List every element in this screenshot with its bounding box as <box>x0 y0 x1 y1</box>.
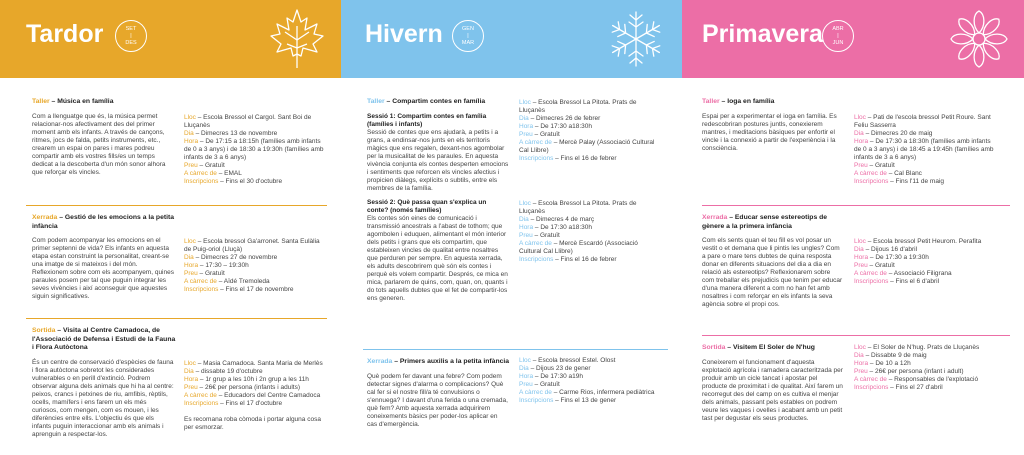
activity-title: Taller – Compartim contes en família <box>367 98 486 105</box>
activity-info: Lloc – Escola bressol Estel. Olost Dia – Dijous 23 de gener Hora – De 17:30 a19h Preu – Gratuït A càrrec de – Carme Rios, infermera pediàtrica Inscripcions – Fins el 13 de gener <box>519 356 655 404</box>
activity-music <box>32 98 331 186</box>
activity-camadoca <box>32 327 331 439</box>
snowflake-icon <box>603 6 669 72</box>
primavera-column <box>682 0 1024 455</box>
activity-contes <box>367 98 672 303</box>
activity-title: Xerrada – Primers auxilis a la petita infància <box>367 358 510 365</box>
activity-estereotips <box>702 214 1014 309</box>
flower-icon <box>946 6 1012 72</box>
divider <box>363 349 668 350</box>
activity-title: Sortida – Visitem El Soler de N'hug <box>702 344 815 351</box>
divider <box>26 318 327 319</box>
session-1-info: Lloc – Escola Bressol La Pitota. Prats de Lluçanès Dia – Dimecres 26 de febrer Hora – De 17:30 a18:30h Preu – Gratuït A càrrec de – Mercè Palay (Associació Cultural Cal Llibre) Inscripcions – Fins el 16 de febrer <box>519 98 655 162</box>
activity-ioga <box>702 98 1014 186</box>
season-title: Primavera <box>702 20 823 48</box>
activity-info: Lloc – Escola Bressol el Cargol. Sant Boi de Lluçanès Dia – Dimecres 13 de novembre Hora – De 17:15 a 18:15h (famílies amb infants de 0 a 3 anys) i de 18:30 a 19:30h (famílies amb infants de 3 a 6 anys) Preu – Gratuït A càrrec de – EMAL Inscripcions – Fins el 30 d'octubre <box>184 113 324 185</box>
hivern-header <box>341 0 682 78</box>
hivern-column <box>341 0 682 455</box>
activity-description: Com els sents quan el teu fill es vol posar un vestit o et demana que li pintis les ungles? Com a pare o mare tens dubtes de quina resposta donar en diferents situacions del dia a dia en relació als estereotips? Reflexionarem sobre com treballar els prejudicis que tenim per educar d'una manera diferent a com no han fet amb nosaltres i com reforçar en els infants la seva agència sobre el propi cos. <box>702 237 843 308</box>
session-2-description: Sessió 2: Què passa quan s'explica un conte? (només famílies) Els contes són eines de comunicació i transmissió ancestrals a l'abast de tothom; que agombolen i eduquen, alimentant el món interior dels petits i grans que els compartim, que estableixen vincles de qualitat entre nosaltres que perduren per sempre. En aquesta xerrada, els adults descobrirem què són els contes i perquè els volem compartir. Després, ce mica en mica, parlarem de quins, com, quan, on, quants i do tots aquells dubtes que el fet de compartir-los ens generen. <box>367 198 508 302</box>
maple-leaf-icon <box>265 6 329 72</box>
activity-description: Com a llenguatge que és, la música permet relacionar-nos afectivament des del primer moment amb els infants. A través de cançons, ritmes, jocs de falda, petits instruments, etc., crearem un espai on pares i mares podreu compartir amb els vostres fills/es un temps dedicat a la descoberta d'un món sonor alhora que reforçar els vincles. <box>32 112 166 176</box>
activity-description: Coneixerem el funcionament d'aquesta explotació agrícola i ramadera caracteritzada per produir amb un cicle tancat i apostar pel producte de proximitat i de qualitat. Així farem un recorregut des del camp on es cultiva el menjar dels animals, passant pels estables on podrem veure les vaques i ovelles i acabant amb un petit tast per degustar els seus productes. <box>702 358 843 422</box>
divider <box>26 205 327 206</box>
session-1-description: Sessió 1: Compartim contes en família (famílies i infants) Sessió de contes que ens ajudarà, a petits i a grans, a endinsar-nos junts en els territoris màgics que ens regalen, dexant-nos agombolar per la musicalitat de les paraules. En aquesta vivència conjunta els contes desperten emocions i sentiments que reforcen els vincles afectius i propicien diàlegs, explícits o subtils, entre els membres de la família. <box>367 112 509 192</box>
period-badge: GEN | MAR <box>452 20 484 52</box>
divider <box>702 335 1010 336</box>
activity-description: Què podem fer davant una febre? Com podem detectar signes d'alarma o complicacions? Què cal fer si el nostre fill/a té convulsions o s'ennuega? I davant d'una ferida o una cremada, què fem? Amb aquesta xerrada adquirirem coneixements bàsics per poder-los aplicar en cas d'emergència. <box>367 372 508 428</box>
activity-title: Taller – Música en família <box>32 98 114 105</box>
period-badge: SET | DES <box>115 20 147 52</box>
activity-title: Sortida – Visita al Centre Camadoca, de l'Associació de Defensa i Estudi de la Fauna i Flora Autòctona <box>32 327 176 351</box>
activity-description: Com podem acompanyar les emocions en el primer septenni de vida? Els infants en aquesta etapa estan construint la personalitat, creant-se una imatge de si mateixos i del món. Reflexionem sobre com els acompanyem, quines paraules posem per tal que puguin integrar les seves vivències i així aconseguir que aquestes siguin significatives. <box>32 237 174 300</box>
activity-primers-auxilis <box>367 358 672 429</box>
activity-description: És un centre de conservació d'espècies de fauna i flora autòctona sobretot les considerades vulnerables o en perill d'extinció. Podrem observar alguna dels animals que hi ha al centre: peixos, crancs i petxines de riu, amfibis, rèptils, ocells, mamífers i ens farem un els més curiosos, com mengen, com es mouen, i les diferències entre ells. L'objectiu és que els infants puguin interaccionar amb els animals i aprenguin a respectar-los. <box>32 358 174 438</box>
activity-emotions <box>32 214 331 301</box>
activity-info: Lloc – Masia Camadoca. Santa Maria de Merlès Dia – dissabte 19 d'octubre Hora – 1r grup a les 10h i 2n grup a les 11h Preu – 26€ per persona (infants i adults) A càrrec de – Educadors del Centre Camadoca Inscripcions – Fins el 17 d'octubre Es recomana roba còmoda i portar alguna cosa per esmorzar. <box>184 359 323 431</box>
session-2-info: Lloc – Escola Bressol La Pitota. Prats de Lluçanès Dia – Dimecres 4 de març Hora – De 17:30 a18:30h Preu – Gratuït A càrrec de – Mercè Escardó (Associació Cultural Cal Llibre) Inscripcions – Fins el 16 de febrer <box>519 199 638 263</box>
activity-info: Lloc – Pati de l'escola bressol Petit Roure. Sant Feliu Sasserra Dia – Dimecres 20 de maig Hora – De 17:30 a 18:30h (famílies amb infants de 0 a 3 anys) i de 18:45 a 19:45h (famílies amb infants de 3 a 6 anys) Preu – Gratuït A càrrec de – Cal Blanc Inscripcions – Fins l'11 de maig <box>854 113 994 185</box>
activity-info: Lloc – El Soler de N'hug. Prats de Lluçanès Dia – Dissabte 9 de maig Hora – De 10 a 12h Preu – 26€ per persona (infant i adult) A càrrec de – Responsables de l'explotació Inscripcions – Fins el 27 d'abril <box>854 343 980 391</box>
activity-info: Lloc – Escola bressol Ga'arronet. Santa Eulàlia de Puig-oriol (Lluçà) Dia – Dimecres 27 de novembre Hora – 17:30 – 19:30h Preu – Gratuït A càrrec de – Aïdé Tremoleda Inscripcions – Fins el 17 de novembre <box>184 238 320 293</box>
activity-info: Lloc – Escola bressol Petit Heurom. Perafita Dia – Dijous 16 d'abril Hora – De 17:30 a 19:30h Preu – Gratuït A càrrec de – Associació Filigrana Inscripcions – Fins el 6 d'abril <box>854 238 982 285</box>
activity-title: Xerrada – Educar sense estereotips de gènere a la primera infància <box>702 214 828 230</box>
activity-soler-nhug <box>702 344 1014 423</box>
activity-description: Espai per a experimentar el ioga en família. Es redescobriran postures juntls, conexierem mantres, i meditacions bàsiques per enfortir el vincle i la connexió a partir de l'experiència i la consciència. <box>702 112 837 152</box>
season-title: Tardor <box>26 20 104 48</box>
tardor-header <box>0 0 341 78</box>
activity-title: Xerrada – Gestió de les emocions a la petita infància <box>32 214 175 230</box>
divider <box>702 205 1010 206</box>
activity-title: Taller – Ioga en família <box>702 98 775 105</box>
primavera-header <box>682 0 1024 78</box>
tardor-column <box>0 0 341 455</box>
season-title: Hivern <box>365 20 443 48</box>
period-badge: ABR | JUN <box>822 20 854 52</box>
